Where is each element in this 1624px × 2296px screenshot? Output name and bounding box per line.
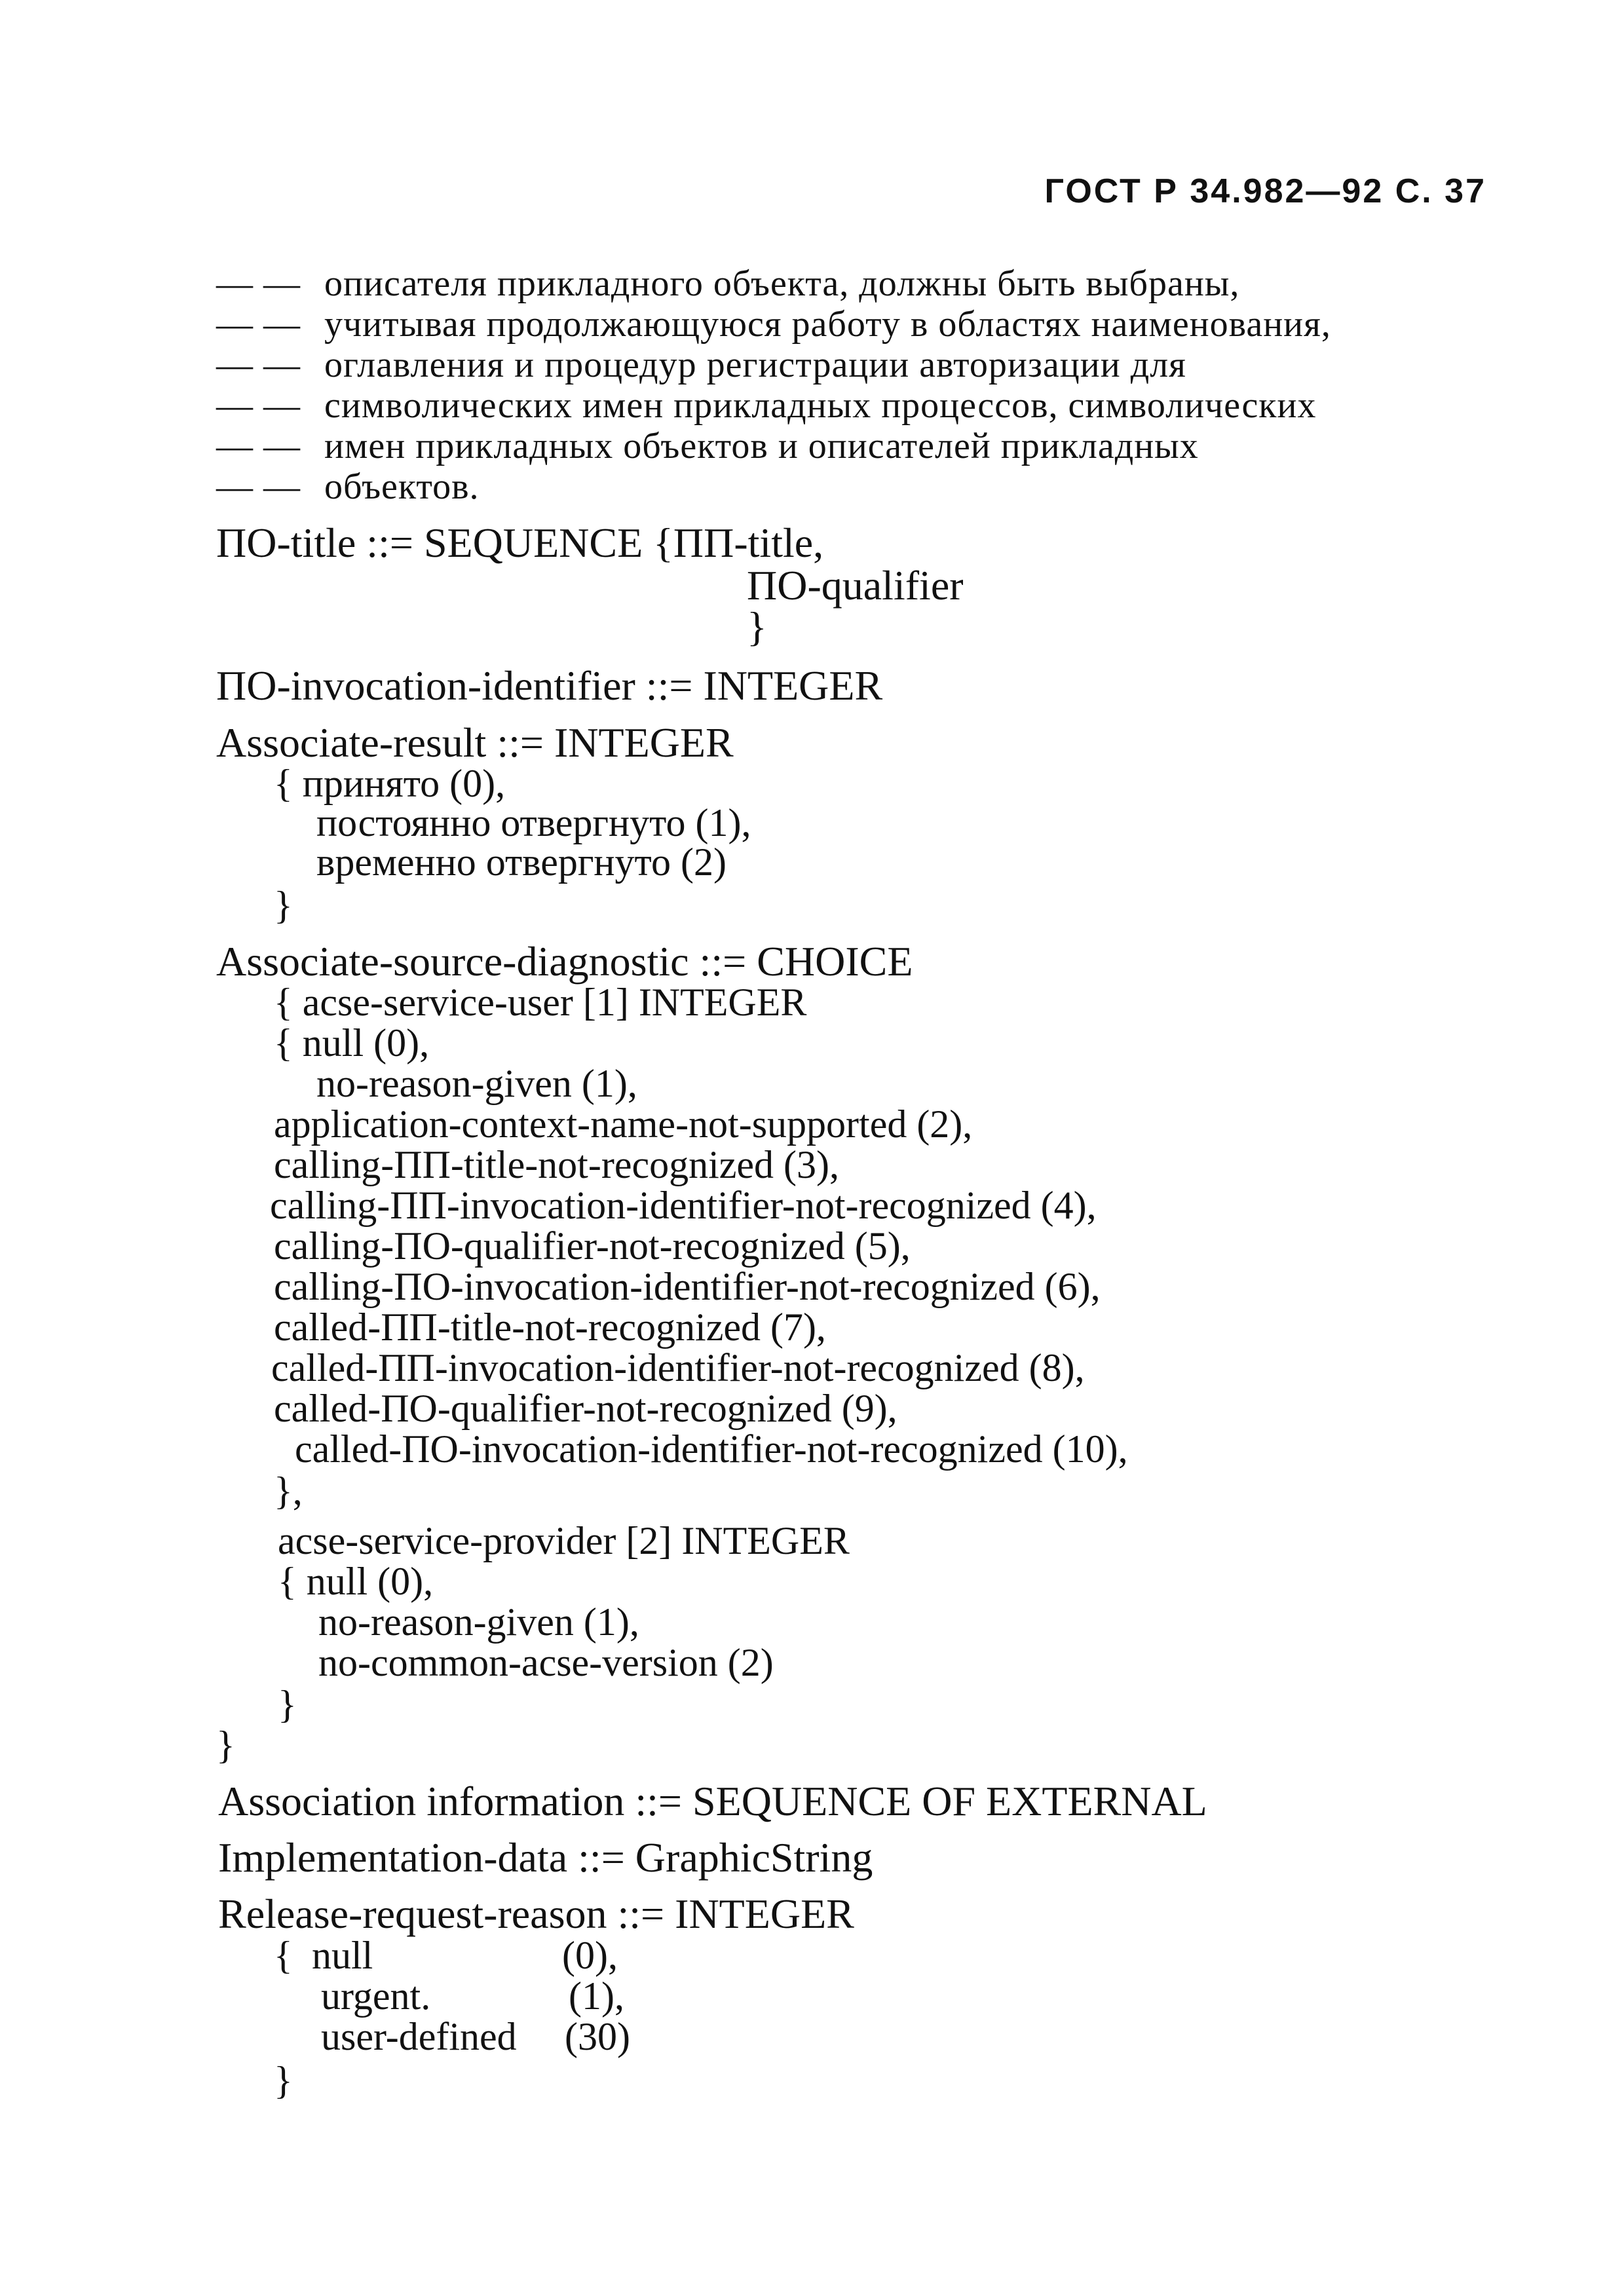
service-provider-item: no-common-acse-version (2) <box>318 1641 774 1684</box>
page-header: ГОСТ Р 34.982—92 С. 37 <box>1044 172 1486 210</box>
service-user-item: called-ПО-qualifier-not-recognized (9), <box>274 1387 897 1430</box>
associate-source-diagnostic-definition: Associate-source-diagnostic ::= CHOICE <box>216 938 913 985</box>
service-user-item: calling-ПП-invocation-identifier-not-recognized (4), <box>270 1184 1097 1227</box>
release-request-item-name: user-defined <box>321 2015 517 2058</box>
comment-dash: — — <box>216 466 301 507</box>
service-user-item: calling-ПО-invocation-identifier-not-recognized (6), <box>274 1265 1101 1308</box>
po-title-definition: ПО-title ::= SEQUENCE {ПП-title, <box>216 519 824 566</box>
service-user-item: { null (0), <box>274 1021 430 1064</box>
po-title-close: } <box>747 603 767 650</box>
comment-dash: — — <box>216 304 301 345</box>
release-request-item-value: (0), <box>562 1934 618 1977</box>
implementation-data-definition: Implementation-data ::= GraphicString <box>218 1834 873 1881</box>
service-provider-close: } <box>278 1683 297 1726</box>
comment-line: — — описателя прикладного объекта, должны быть выбраны, <box>216 263 1240 304</box>
comment-line: — — учитывая продолжающуюся работу в областях наименования, <box>216 304 1331 345</box>
service-user-item: application-context-name-not-supported (2), <box>274 1102 973 1146</box>
release-request-item-value: (1), <box>569 1974 624 2018</box>
release-request-close: } <box>274 2059 293 2102</box>
associate-result-item: временно отвергнуто (2) <box>316 840 727 884</box>
service-user-item: called-ПО-invocation-identifier-not-recognized (10), <box>295 1427 1128 1471</box>
service-provider-item: { null (0), <box>278 1560 434 1603</box>
comment-line: — — оглавления и процедур регистрации авторизации для <box>216 345 1186 385</box>
comment-line: — — объектов. <box>216 466 480 507</box>
release-request-open: { <box>274 1934 293 1977</box>
service-user-item: no-reason-given (1), <box>316 1062 637 1105</box>
associate-result-item: постоянно отвергнуто (1), <box>316 801 751 844</box>
release-request-reason-definition: Release-request-reason ::= INTEGER <box>218 1891 854 1937</box>
service-provider-item: no-reason-given (1), <box>318 1600 639 1644</box>
associate-result-definition: Associate-result ::= INTEGER <box>216 719 734 766</box>
comment-line: — — символических имен прикладных процессов, символических <box>216 385 1317 426</box>
release-request-item-name: null <box>312 1934 373 1977</box>
association-information-definition: Association information ::= SEQUENCE OF EXTERNAL <box>218 1778 1207 1824</box>
comment-dash: — — <box>216 263 301 304</box>
service-user-item: called-ПП-title-not-recognized (7), <box>274 1306 826 1349</box>
po-invocation-definition: ПО-invocation-identifier ::= INTEGER <box>216 662 883 709</box>
comment-dash: — — <box>216 345 301 385</box>
acse-service-user-head: { acse-service-user [1] INTEGER <box>274 981 807 1024</box>
associate-source-close: } <box>216 1723 235 1767</box>
comment-line: — — имен прикладных объектов и описателей прикладных <box>216 426 1199 466</box>
release-request-item-value: (30) <box>565 2015 630 2058</box>
service-user-close: }, <box>274 1469 303 1513</box>
service-user-item: called-ПП-invocation-identifier-not-recognized (8), <box>271 1346 1085 1389</box>
service-user-item: calling-ПО-qualifier-not-recognized (5), <box>274 1224 911 1268</box>
comment-dash: — — <box>216 385 301 426</box>
acse-service-provider-head: acse-service-provider [2] INTEGER <box>278 1519 850 1562</box>
release-request-item-name: urgent. <box>321 1974 431 2018</box>
associate-result-close: } <box>274 884 293 927</box>
service-user-item: calling-ПП-title-not-recognized (3), <box>274 1143 839 1186</box>
comment-dash: — — <box>216 426 301 466</box>
associate-result-item: { принято (0), <box>274 762 506 805</box>
po-title-qualifier: ПО-qualifier <box>747 562 964 609</box>
